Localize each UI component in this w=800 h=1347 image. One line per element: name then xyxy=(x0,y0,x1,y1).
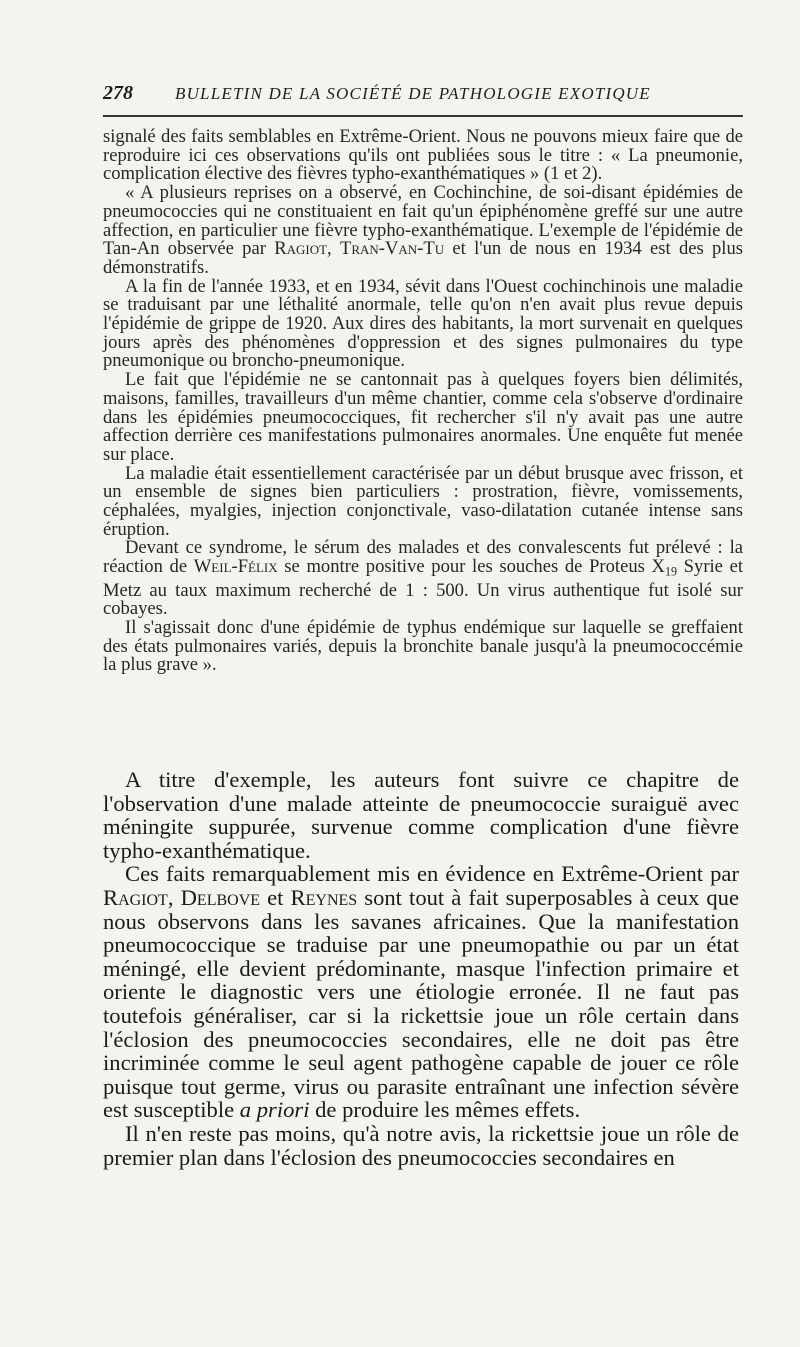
quoted-observations xyxy=(103,128,743,675)
running-title: BULLETIN DE LA SOCIÉTÉ DE PATHOLOGIE EXOTIQUE xyxy=(175,84,651,103)
text-run: et l'un de nous en 1934 est des plus démonstratifs. xyxy=(103,238,744,278)
page-header xyxy=(103,82,743,112)
quote-paragraph: Il s'agissait donc d'une épidémie de typhus endémique sur laquelle se greffaient des états pulmonaires variés, depuis la bronchite banale jusqu'à la pneumococcémie la plus grave ». xyxy=(103,616,743,676)
body-paragraph: Il n'en reste pas moins, qu'à notre avis, la rickettsie joue un rôle de premier plan dans l'éclosion des pneumococcies secondaires en xyxy=(103,1120,739,1170)
quote-paragraph: Le fait que l'épidémie ne se cantonnait pas à quelques foyers bien délimités, maisons, familles, travailleurs d'un même chantier, comme cela s'observe d'ordinaire dans les épidémies pneumococciques, fit rechercher s'il n'y avait pas une autre affection derrière ces manifestations pulmonaires anormales. Une enquête fut menée sur place. xyxy=(103,369,743,465)
page-number: 278 xyxy=(103,82,133,104)
quote-paragraph xyxy=(103,539,743,618)
text-run: de produire les mêmes effets. xyxy=(309,1097,581,1123)
author-name: Weil-Félix xyxy=(193,556,278,578)
text-run: sont tout à fait superposables à ceux que nous observons dans les savanes africaines. Que la manifestation pneumococcique se traduise par une pneumopathie ou par un état méningé, elle devient prédominante, masque l'infection primaire et oriente le diagnostic vers une étiologie erronée. Il ne faut pas toutefois généraliser, car si la rickettsie joue un rôle certain dans l'éclosion des pneumococcies secondaires, elle ne doit pas être incriminée comme le seul agent pathogène capable de jouer ce rôle puisque tout germe, virus ou parasite entraînant une infection sévère est susceptible xyxy=(103,884,740,1123)
quote-paragraph xyxy=(103,184,743,278)
text-run: « A plusieurs reprises on a observé, en Cochinchine, de soi-disant épidémies de pneumococcies qui ne constituaient en fait qu'un épiphénomène greffé sur une autre affection, en particulier une fièvre typho-exanthématique. L'exemple de l'épidémie de Tan-An observée par xyxy=(103,182,743,260)
author-name: Ragiot xyxy=(103,884,168,910)
quote-paragraph: signalé des faits semblables en Extrême-Orient. Nous ne pouvons mieux faire que de reproduire ici ces observations qu'ils ont publiées sous le titre : « La pneumonie, complication élective des fièvres typho-exanthématiques » (1 et 2). xyxy=(103,126,743,185)
body-paragraph: A titre d'exemple, les auteurs font suivre ce chapitre de l'observation d'une malade atteinte de pneumococcie suraiguë avec méningite suppurée, survenue comme complication d'une fièvre typho-exanthématique. xyxy=(103,767,739,863)
main-text xyxy=(103,768,739,1169)
quote-paragraph: La maladie était essentiellement caractérisée par un début brusque avec frisson, et un ensemble de signes bien particuliers : prostration, fièvre, vomissements, céphalées, myalgies, injection conjonctivale, vaso-dilatation cutanée intense sans éruption. xyxy=(103,462,743,540)
text-run: , xyxy=(167,884,181,910)
text-run: Ces faits remarquablement mis en évidence en Extrême-Orient par xyxy=(125,861,739,887)
italic-term: a priori xyxy=(239,1097,310,1123)
author-name: Ragiot xyxy=(274,238,328,260)
author-name: Tran-Van-Tu xyxy=(339,238,445,260)
text-run: Syrie et Metz au taux maximum recherché de 1 : 500. Un virus authentique fut isolé sur cobayes. xyxy=(103,556,744,620)
author-name: Reynes xyxy=(290,884,358,910)
text-run: et xyxy=(260,884,291,910)
subscript: 19 xyxy=(664,564,678,579)
text-run: Devant ce syndrome, le sérum des malades et des convalescents fut prélevé : la réaction de xyxy=(103,537,743,578)
quote-paragraph: A la fin de l'année 1933, et en 1934, sévit dans l'Ouest cochinchinois une maladie se traduisant par une léthalité anormale, telle qu'on n'en avait plus revue depuis l'épidémie de grippe de 1920. Aux dires des habitants, la mort survenait en quelques jours après des phénomènes d'oppression et des signes pulmonaires du type pneumonique ou broncho-pneumonique. xyxy=(103,275,743,372)
body-paragraph xyxy=(103,862,739,1122)
text-run: se montre positive pour les souches de Proteus X xyxy=(277,556,665,578)
author-name: Delbove xyxy=(180,884,261,910)
header-rule xyxy=(103,115,743,117)
text-run: , xyxy=(327,238,340,260)
